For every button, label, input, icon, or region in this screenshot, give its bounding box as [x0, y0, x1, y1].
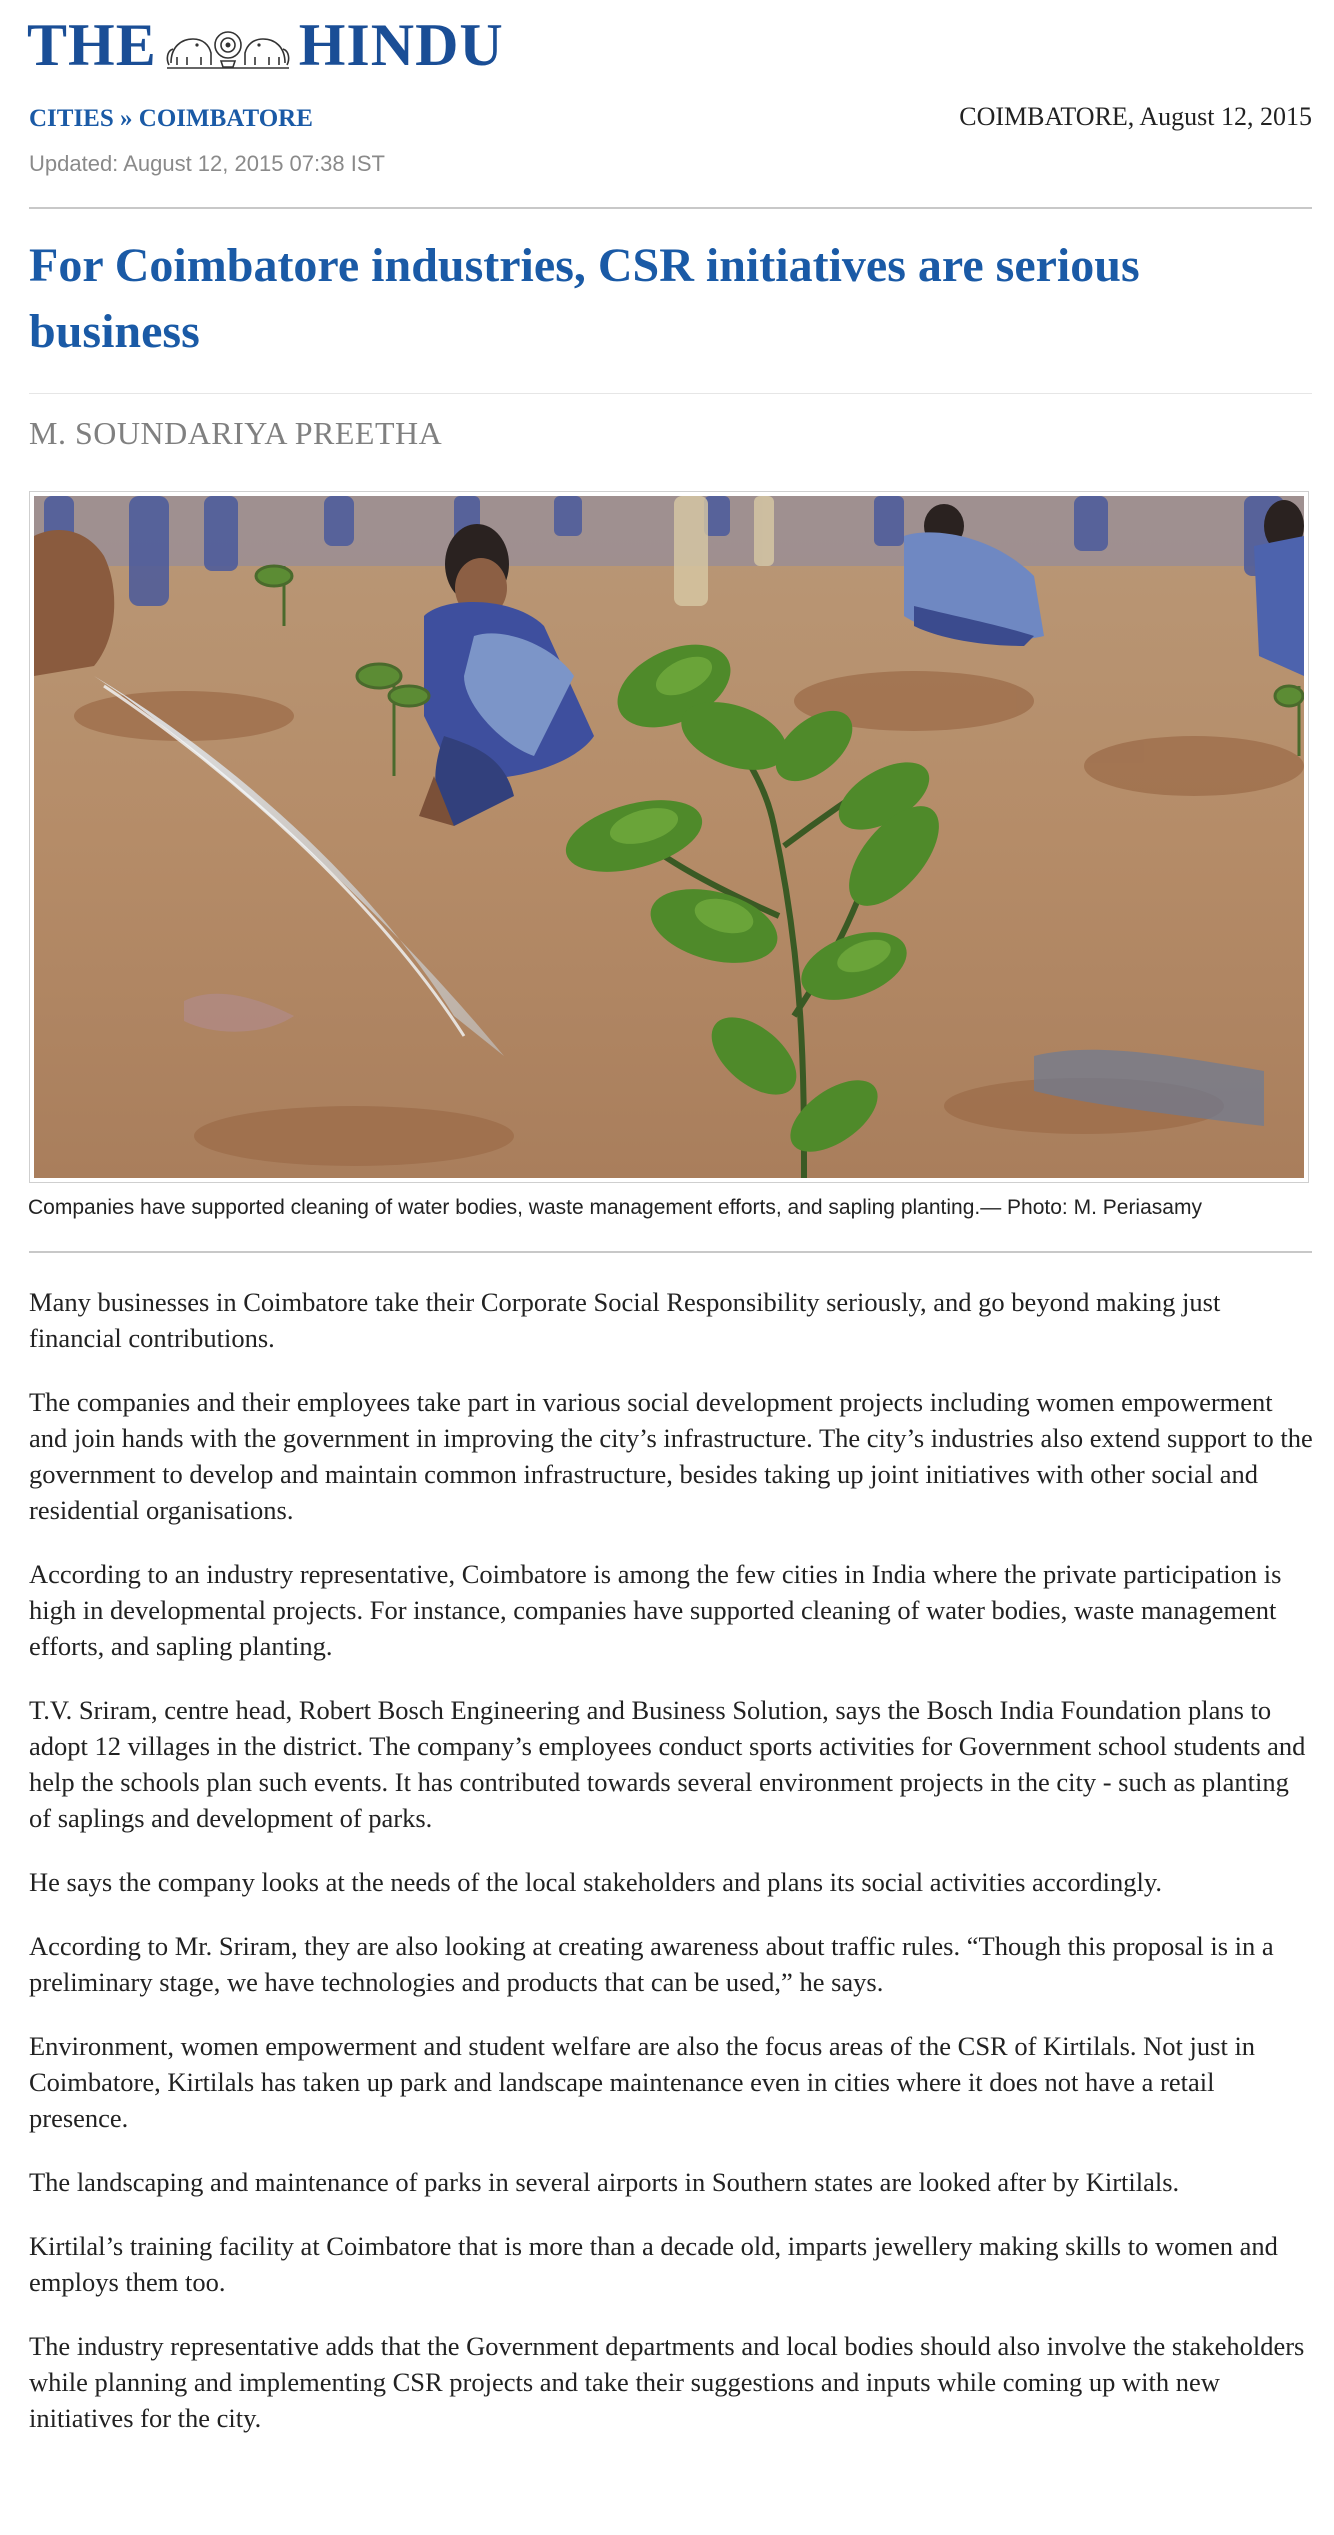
elephant-emblem-icon	[163, 17, 293, 73]
updated-timestamp: Updated: August 12, 2015 07:38 IST	[29, 151, 385, 176]
article-paragraph: According to Mr. Sriram, they are also looking at creating awareness about traffic rules. “Though this proposal is in a preliminary stage, we have technologies and products that can be used,” he says.	[29, 1931, 1274, 1997]
breadcrumb	[29, 105, 313, 133]
article-paragraph: The industry representative adds that the Government departments and local bodies should also involve the stakeholders while planning and implementing CSR projects and take their suggestions and inputs while coming up with new initiatives for the city.	[29, 2331, 1305, 2433]
breadcrumb-separator: »	[113, 105, 139, 132]
article-paragraph: He says the company looks at the needs of the local stakeholders and plans its social activities accordingly.	[29, 1867, 1163, 1897]
article-paragraph: The landscaping and maintenance of parks in several airports in Southern states are looked after by Kirtilals.	[29, 2167, 1180, 2197]
photo-caption: Companies have supported cleaning of water bodies, waste management efforts, and sapling planting.— Photo: M. Periasamy	[28, 1196, 1202, 1219]
article-photo[interactable]	[29, 491, 1309, 1183]
article-headline: For Coimbatore industries, CSR initiatives are serious business	[29, 239, 1140, 358]
divider	[29, 393, 1312, 394]
article-paragraph: According to an industry representative, Coimbatore is among the few cities in India where the private participation is high in developmental projects. For instance, companies have supported cleaning of water bodies, waste management efforts, and sapling planting.	[29, 1559, 1282, 1661]
masthead-logo[interactable]	[27, 14, 504, 76]
divider	[29, 207, 1312, 209]
sapling-planting-photo	[34, 496, 1304, 1178]
article-paragraph: Many businesses in Coimbatore take their Corporate Social Responsibility seriously, and go beyond making just financial contributions.	[29, 1287, 1221, 1353]
dateline: COIMBATORE, August 12, 2015	[959, 102, 1312, 131]
masthead-hindu: HINDU	[298, 12, 504, 78]
breadcrumb-coimbatore-link[interactable]: COIMBATORE	[138, 105, 313, 132]
breadcrumb-cities-link[interactable]: CITIES	[29, 105, 114, 132]
article-body	[29, 1284, 1314, 2464]
article-byline[interactable]: M. SOUNDARIYA PREETHA	[29, 415, 443, 451]
article-paragraph: T.V. Sriram, centre head, Robert Bosch Engineering and Business Solution, says the Bosch India Foundation plans to adopt 12 villages in the district. The company’s employees conduct sports activities for Government school students and help the schools plan such events. It has contributed towards several environment projects in the city - such as planting of saplings and development of parks.	[29, 1695, 1306, 1833]
masthead-the: THE	[27, 12, 157, 78]
article-paragraph: Environment, women empowerment and student welfare are also the focus areas of the CSR of Kirtilals. Not just in Coimbatore, Kirtilals has taken up park and landscape maintenance even in cities where it does not have a retail presence.	[29, 2031, 1256, 2133]
article-paragraph: Kirtilal’s training facility at Coimbatore that is more than a decade old, imparts jewellery making skills to women and employs them too.	[29, 2231, 1278, 2297]
article-paragraph: The companies and their employees take part in various social development projects including women empowerment and join hands with the government in improving the city’s infrastructure. The city’s industries also extend support to the government to develop and maintain common infrastructure, besides taking up joint initiatives with other social and residential organisations.	[29, 1387, 1313, 1525]
divider	[29, 1251, 1312, 1253]
